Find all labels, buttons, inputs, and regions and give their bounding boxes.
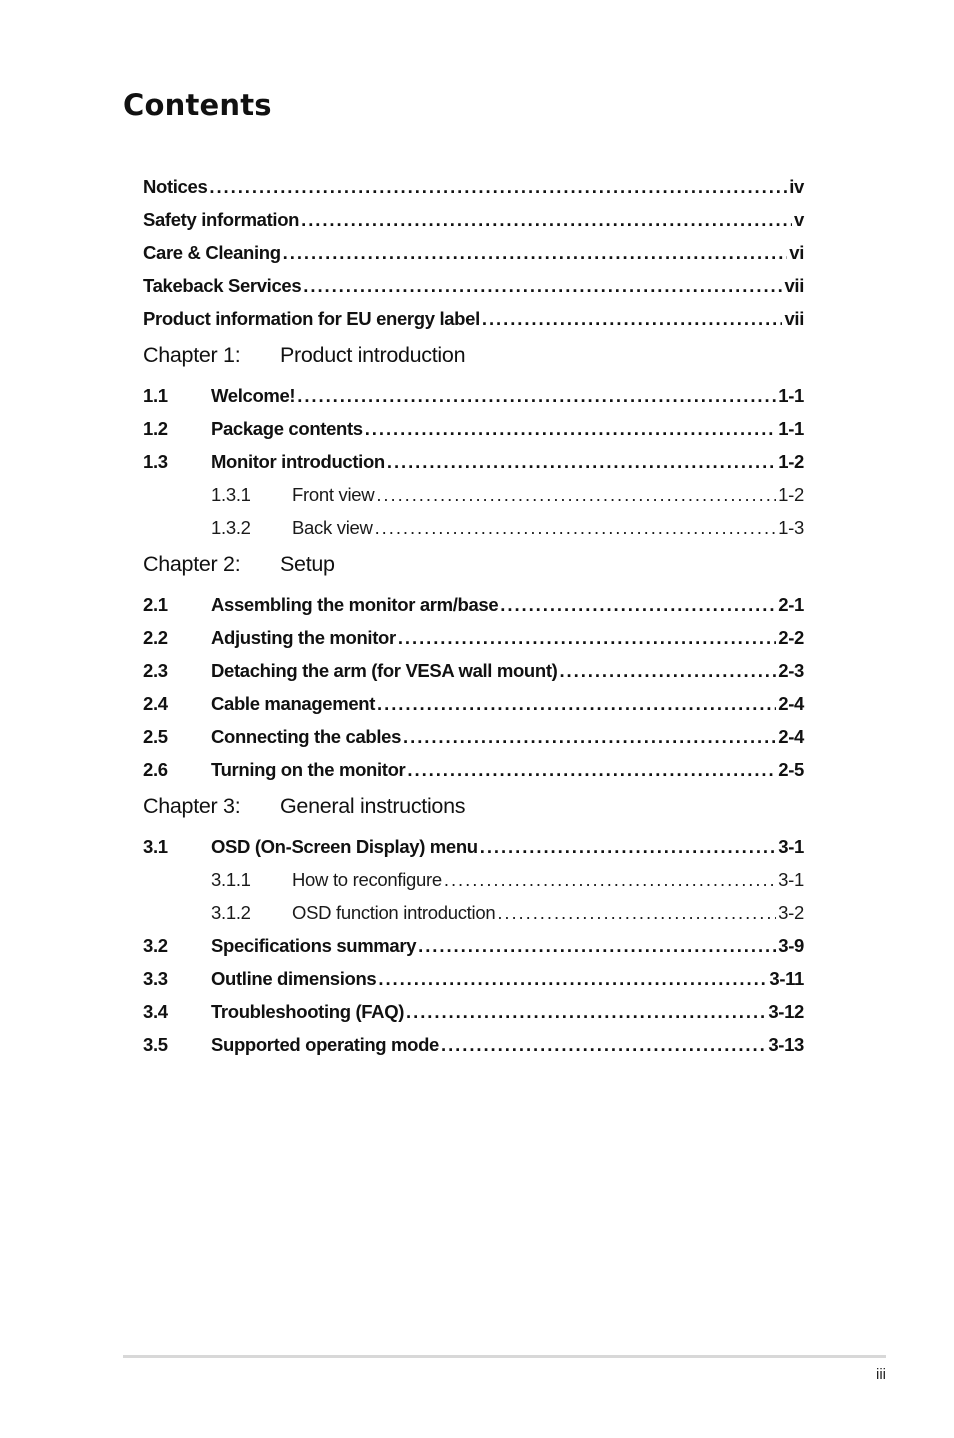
toc-entry-number: 2.2 [143,627,168,648]
toc-entry-title: Supported operating mode [211,1034,439,1055]
toc-entry-number: 3.2 [143,935,168,956]
toc-entry-page: 2-4 [778,693,804,714]
toc-entry[interactable] [143,203,804,236]
toc-entry-title: How to reconfigure [292,869,442,890]
toc-entry-page: 1-1 [778,418,804,439]
dot-leader [377,687,776,720]
toc-entry[interactable] [143,302,804,335]
toc-entry-page: vi [789,242,804,263]
toc-entry-title: OSD (On-Screen Display) menu [211,836,478,857]
toc-entry[interactable] [143,1028,804,1061]
dot-leader [403,720,776,753]
chapter-heading[interactable] [143,543,804,585]
toc-entry-page: 3-12 [768,1001,804,1022]
toc-entry-page: 1-2 [778,451,804,472]
toc-entry-number: 3.5 [143,1034,168,1055]
toc-entry-title: Safety information [143,209,300,230]
dot-leader [559,654,776,687]
toc-entry-title: Detaching the arm (for VESA wall mount) [211,660,558,681]
toc-entry-title: Takeback Services [143,275,302,296]
toc-entry-page: 2-5 [778,759,804,780]
toc-entry-page: vii [784,275,804,296]
toc-entry-number: 2.6 [143,759,168,780]
chapter-label: Chapter 1: [143,343,241,367]
dot-leader [283,236,788,269]
chapter-title: Product introduction [280,343,466,367]
toc-entry-page: 3-13 [768,1034,804,1055]
toc-entry[interactable] [143,995,804,1028]
toc-entry-page: 3-1 [778,869,804,890]
chapter-label: Chapter 2: [143,552,241,576]
toc-entry-number: 2.5 [143,726,168,747]
toc-entry[interactable] [143,929,804,962]
footer-rule [123,1355,886,1358]
dot-leader [441,1028,766,1061]
dot-leader [375,511,777,544]
toc-entry-page: 2-2 [778,627,804,648]
toc-entry-title: Turning on the monitor [211,759,406,780]
toc-entry-page: v [794,209,804,230]
toc-entry-number: 2.1 [143,594,168,615]
toc-entry-title: Back view [292,517,373,538]
dot-leader [376,478,776,511]
toc-entry-title: Care & Cleaning [143,242,281,263]
toc-entry-number: 1.3 [143,451,168,472]
toc-entry[interactable] [143,753,804,786]
toc-entry-number: 3.1.2 [211,902,251,923]
chapter-heading[interactable] [143,334,804,376]
toc-entry-title: Adjusting the monitor [211,627,396,648]
toc-entry-page: 1-1 [778,385,804,406]
dot-leader [407,753,776,786]
dot-leader [418,929,776,962]
toc-entry-title: Welcome! [211,385,296,406]
toc-subsection-entry[interactable] [143,896,804,929]
chapter-title: General instructions [280,794,466,818]
toc-entry-number: 3.4 [143,1001,168,1022]
page-number: iii [876,1366,886,1383]
toc-entry-title: Connecting the cables [211,726,402,747]
dot-leader [303,269,782,302]
dot-leader [301,203,792,236]
toc-entry-title: Product information for EU energy label [143,308,480,329]
dot-leader [480,830,777,863]
dot-leader [387,445,776,478]
toc-entry-title: Cable management [211,693,376,714]
dot-leader [444,863,776,896]
toc-entry-page: 1-3 [778,517,804,538]
toc-entry-number: 1.1 [143,385,168,406]
toc-entry[interactable] [143,720,804,753]
toc-entry-page: 2-3 [778,660,804,681]
toc-entry-number: 3.1 [143,836,168,857]
dot-leader [365,412,777,445]
toc-entry-title: OSD function introduction [292,902,496,923]
toc-entry-number: 3.1.1 [211,869,251,890]
chapter-heading[interactable] [143,785,804,827]
dot-leader [497,896,776,929]
toc-entry[interactable] [143,379,804,412]
dot-leader [297,379,776,412]
toc-entry-title: Monitor introduction [211,451,385,472]
toc-entry[interactable] [143,269,804,302]
toc-entry-page: 3-1 [778,836,804,857]
toc-subsection-entry[interactable] [143,478,804,511]
dot-leader [500,588,776,621]
toc-entry-page: 3-11 [769,968,804,989]
dot-leader [482,302,783,335]
toc-entry-number: 1.3.1 [211,484,251,505]
toc-entry-page: 2-1 [778,594,804,615]
toc-entry-title: Assembling the monitor arm/base [211,594,499,615]
toc-entry-title: Front view [292,484,375,505]
toc-entry[interactable] [143,236,804,269]
toc-entry-page: 2-4 [778,726,804,747]
chapter-label: Chapter 3: [143,794,241,818]
toc-entry-number: 2.3 [143,660,168,681]
toc-entry-title: Package contents [211,418,363,439]
toc-entry[interactable] [143,962,804,995]
toc-entry[interactable] [143,621,804,654]
page-title: Contents [123,88,272,122]
toc-entry[interactable] [143,687,804,720]
toc-entry[interactable] [143,588,804,621]
toc-entry-number: 3.3 [143,968,168,989]
toc-entry-title: Outline dimensions [211,968,377,989]
toc-entry[interactable] [143,412,804,445]
dot-leader [406,995,766,1028]
toc-subsection-entry[interactable] [143,511,804,544]
toc-entry-number: 1.2 [143,418,168,439]
toc-entry[interactable] [143,830,804,863]
toc-entry[interactable] [143,170,804,203]
toc-entry-page: 3-9 [778,935,804,956]
toc-entry[interactable] [143,445,804,478]
toc-entry-title: Notices [143,176,208,197]
toc-entry-number: 2.4 [143,693,168,714]
dot-leader [209,170,787,203]
toc-subsection-entry[interactable] [143,863,804,896]
toc-entry-title: Specifications summary [211,935,417,956]
dot-leader [378,962,767,995]
toc-entry-page: vii [784,308,804,329]
toc-entry-page: 1-2 [778,484,804,505]
toc-entry-title: Troubleshooting (FAQ) [211,1001,405,1022]
toc-entry-page: iv [789,176,804,197]
toc-entry-page: 3-2 [778,902,804,923]
table-of-contents [143,170,804,1061]
toc-entry-number: 1.3.2 [211,517,251,538]
dot-leader [398,621,776,654]
toc-entry[interactable] [143,654,804,687]
chapter-title: Setup [280,552,335,576]
